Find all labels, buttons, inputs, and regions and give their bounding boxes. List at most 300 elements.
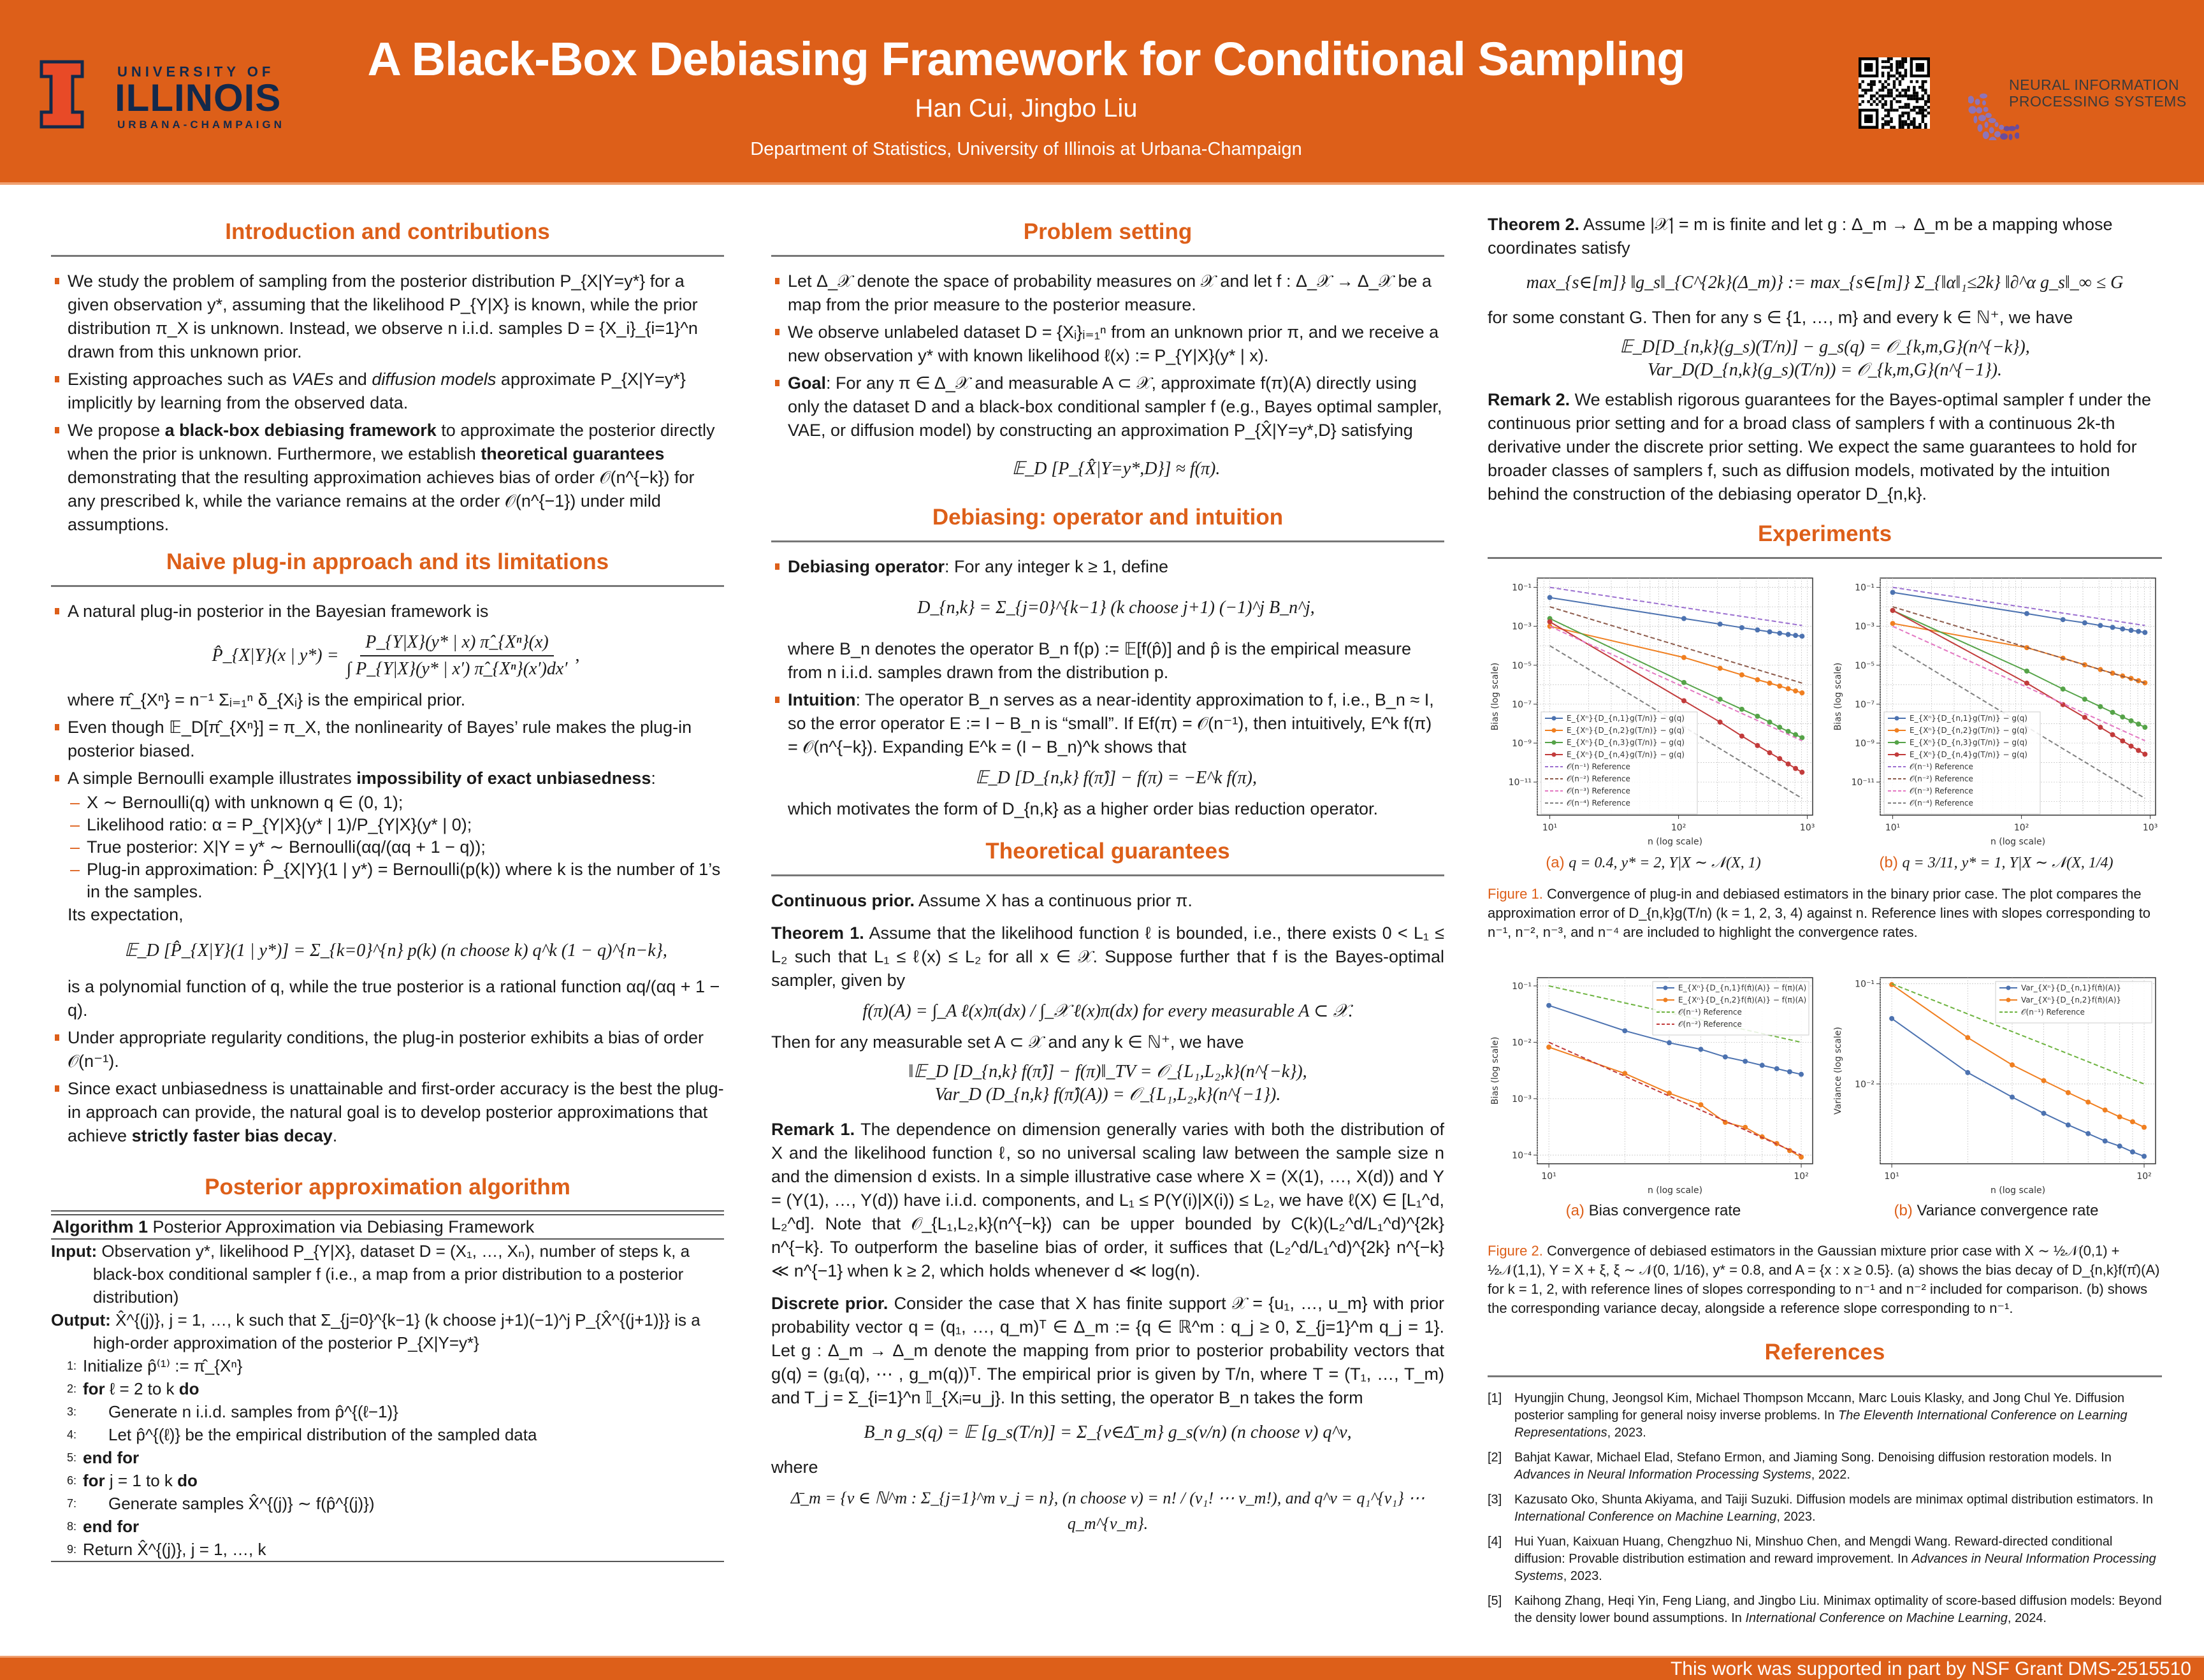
legend-label: 𝒪(n⁻¹) Reference [1910, 762, 1973, 771]
uiuc-logo-line3: URBANA-CHAMPAIGN [117, 119, 285, 131]
algorithm-line [51, 1492, 724, 1515]
eq1-denominator: ∫ P_{Y|X}(y* | x′) π̂_{Xⁿ}(x′)dx′ [346, 659, 568, 679]
section-divider [771, 255, 1444, 257]
y-tick-label: 10⁻⁵ [1855, 660, 1874, 671]
data-point [2024, 669, 2029, 674]
qr-module [1901, 89, 1904, 91]
qr-module [1913, 126, 1915, 129]
theorem-1-result [771, 1061, 1444, 1106]
algorithm-header [51, 1214, 724, 1240]
algorithm-line [51, 1400, 724, 1423]
uiuc-logo [40, 60, 294, 130]
intro-b2-em1: VAEs [291, 370, 334, 389]
reference-year: , 2023. [1563, 1569, 1602, 1583]
x-tick-label: 10³ [2142, 823, 2158, 833]
naive-b3-bold: impossibility of exact unbiasedness [356, 769, 651, 788]
qr-module [1901, 75, 1904, 77]
algorithm-line-body [83, 1377, 199, 1400]
debias-b2-text: : The operator B_n serves as a near-identity approximation to f, i.e., B_n ≈ I, so the error operator E := I − B_n is “small”. If Ef(π) = 𝒪(n⁻¹), then intuitively, E^k f(π) = 𝒪(n^{−k}). Expanding E^k = (I − B_n)^k shows that [788, 690, 1434, 757]
reference-item [1488, 1491, 2162, 1526]
algorithm-line-body [108, 1492, 375, 1515]
legend-label: 𝒪(n⁻¹) Reference [1678, 1008, 1742, 1017]
qr-module [1910, 123, 1913, 126]
data-point [1667, 1040, 1672, 1045]
data-point [1739, 734, 1744, 739]
reference-number: [3] [1488, 1493, 1502, 1507]
neurips-dot [1989, 127, 1994, 133]
qr-module [1913, 120, 1915, 123]
algorithm-line [51, 1354, 724, 1377]
neurips-dot [1978, 124, 1983, 132]
qr-module [1870, 94, 1873, 97]
neurips-logo-line1: NEURAL INFORMATION [2009, 76, 2180, 93]
legend-label: Var_{Xⁿ}{D_{n,1}f(π̂)(A)} [2021, 983, 2122, 992]
eq1-lhs: P̂_{X|Y}(x | y*) = [212, 646, 339, 665]
qr-module [1907, 106, 1910, 108]
qr-module [1901, 77, 1904, 80]
section-title-intro: Introduction and contributions [225, 219, 550, 244]
legend-label: E_{Xⁿ}{D_{n,1}g(T/n)} − g(q) [1567, 714, 1685, 723]
data-point [1767, 720, 1773, 725]
legend-label: 𝒪(n⁻³) Reference [1567, 786, 1630, 795]
y-tick-label: 10⁻² [1512, 1038, 1532, 1048]
neurips-dot [2015, 133, 2019, 139]
qr-module [1890, 66, 1892, 68]
algorithm-statement: Return X̂^{(j)}, j = 1, …, k [83, 1540, 266, 1559]
data-point [2136, 629, 2141, 634]
qr-module [1901, 63, 1904, 66]
figure-2b-caption [1831, 1202, 2162, 1220]
figure-1-caption [1488, 885, 2162, 942]
neurips-dot [1975, 99, 1980, 105]
qr-module [1867, 100, 1869, 103]
problem-b1-text: Let Δ_𝒳 denote the space of probability measures on 𝒳 and let f : Δ_𝒳 → Δ_𝒳 be a map from the prior measure to the posterior measure. [788, 272, 1432, 314]
qr-module [1881, 126, 1884, 129]
data-point [1548, 595, 1553, 600]
theorem-2 [1488, 213, 2162, 260]
data-point [2010, 1062, 2015, 1068]
naive-b2-text: Even though 𝔼_D[π̂_{Xⁿ}] = π_X, the nonlinearity of Bayes’ rule makes the plug-in posterior biased. [68, 718, 692, 760]
data-point [2041, 1078, 2046, 1083]
y-tick-label: 10⁻³ [1512, 621, 1532, 632]
qr-module [1893, 98, 1896, 100]
intro-b3-post: demonstrating that the resulting approximation achieves bias of order 𝒪(n^{−k}) for any prescribed k, while the variance remains at the order 𝒪(n^{−1}) under mild assumptions. [68, 468, 695, 534]
poster-header [0, 0, 2204, 185]
algorithm-line [51, 1515, 724, 1538]
legend-label: E_{Xⁿ}{D_{n,2}g(T/n)} − g(q) [1567, 726, 1685, 735]
algorithm-name: Algorithm 1 [52, 1217, 149, 1236]
column-left [51, 210, 724, 1562]
naive-b1-after: where π̂_{Xⁿ} = n⁻¹ Σᵢ₌₁ⁿ δ_{Xᵢ} is the empirical prior. [68, 690, 466, 709]
qr-module [1904, 106, 1907, 108]
qr-module [1896, 77, 1898, 80]
algorithm-input [51, 1240, 724, 1308]
indent [83, 1423, 108, 1446]
data-point [2024, 611, 2029, 616]
uiuc-logo-line1: UNIVERSITY OF [117, 64, 275, 80]
x-tick-label: 10² [2136, 1171, 2152, 1182]
qr-module [1927, 112, 1930, 114]
legend-label: E_{Xⁿ}{D_{n,2}g(T/n)} − g(q) [1910, 726, 2027, 735]
figure-2-caption-text: Convergence of debiased estimators in the Gaussian mixture prior case with X ∼ ½𝒩(0,1) + ½𝒩(1,1), Y = X + ξ, ξ ∼ 𝒩(0, 1/16), y* = 0.8, and A = {x : x ≥ 0.5}. (a) shows the bias decay of D_{n,k}f(π̂)(A) for k = 1, 2, with reference lines of slopes corresponding to n⁻¹ and n⁻² included for comparison. (b) shows the corresponding variance decay, alongside a reference slope corresponding to n⁻¹. [1488, 1243, 2160, 1316]
intro-bullet-2 [51, 368, 724, 415]
legend-label: 𝒪(n⁻¹) Reference [1567, 762, 1630, 771]
data-point [2130, 1119, 2135, 1124]
naive-b5-pre: Since exact unbiasedness is unattainable and first-order accuracy is the best the plug-in approach can provide, the natural goal is to develop posterior approximations that achieve [68, 1079, 724, 1145]
intro-bullet-3 [51, 419, 724, 537]
bernoulli-item: – True posterior: X|Y = y* ∼ Bernoulli(αq/(αq + 1 − q)); [68, 836, 724, 858]
qr-module [1890, 89, 1892, 91]
reference-text: Hui Yuan, Kaixuan Huang, Chengzhuo Ni, Minshuo Chen, and Mengdi Wang. Reward-directed conditional diffusion: Provable distribution estimation and reward improvement. In [1514, 1535, 2113, 1566]
debias-bullet-2 [771, 688, 1444, 821]
qr-module [1910, 120, 1913, 123]
data-point [1890, 621, 1896, 626]
qr-module [1901, 94, 1904, 97]
qr-module [1881, 106, 1884, 108]
discrete-prior [771, 1292, 1444, 1410]
qr-module [1861, 100, 1864, 103]
qr-module [1881, 60, 1884, 62]
data-point [2120, 626, 2125, 632]
legend-marker [1895, 753, 1899, 757]
reference-item [1488, 1533, 2162, 1585]
poster-affiliation: Department of Statistics, University of Illinois at Urbana-Champaign [750, 139, 1302, 159]
continuous-prior-text: Assume X has a continuous prior π. [914, 891, 1193, 910]
qr-module [1916, 100, 1918, 103]
reference-text: Kazusato Oko, Shunta Akiyama, and Taiji Suzuki. Diffusion models are minimax optimal distribution estimators. In [1514, 1493, 2153, 1507]
algorithm-input-text: Observation y*, likelihood P_{Y|X}, dataset D = (X₁, …, Xₙ), number of steps k, a black-box conditional sampler f (i.e., a map from a prior distribution to a posterior distribution) [93, 1242, 690, 1307]
data-point [1718, 621, 1723, 626]
x-axis-label: n (log scale) [1647, 837, 1703, 847]
y-tick-label: 10⁻¹¹ [1508, 778, 1532, 788]
x-tick-label: 10² [1671, 823, 1686, 833]
qr-module [1884, 103, 1887, 106]
theorem-2-then: for some constant G. Then for any s ∈ {1, …, m} and every k ∈ ℕ⁺, we have [1488, 308, 2073, 327]
qr-module [1884, 115, 1887, 117]
data-point [1777, 756, 1782, 761]
legend-label: E_{Xⁿ}{D_{n,1}f(π̂)(A)} − f(π)(A) [1678, 983, 1807, 992]
neurips-dot [1985, 113, 1992, 118]
qr-module [1901, 57, 1904, 60]
neurips-dot [1989, 137, 1996, 140]
qr-module [1924, 126, 1927, 129]
data-point [1755, 743, 1760, 748]
where-label: where [771, 1458, 818, 1477]
reference-year: , 2022. [1811, 1468, 1850, 1482]
legend-marker [2006, 986, 2011, 990]
data-point [2103, 1138, 2108, 1143]
intro-b3-mid: to approximate the posterior directly when the prior is unknown. Furthermore, we establish [68, 421, 715, 463]
neurips-dot [1994, 131, 2001, 138]
neurips-dot [1985, 122, 1989, 128]
data-point [2142, 630, 2147, 635]
qr-module [1887, 92, 1890, 94]
qr-module [1896, 94, 1898, 97]
qr-module [1861, 80, 1864, 83]
neurips-dot [2003, 126, 2010, 131]
chart-fig2b [1831, 971, 2162, 1201]
y-tick-label: 10⁻¹ [1512, 583, 1532, 593]
data-point [1681, 616, 1686, 621]
figure-1b-caption [1831, 853, 2162, 872]
data-point [1718, 666, 1723, 671]
data-point [2082, 620, 2087, 625]
algorithm-output-label: Output: [51, 1310, 111, 1329]
qr-module [1893, 80, 1896, 83]
algorithm-line-number: 7: [66, 1497, 76, 1510]
bayes-optimal-equation: f(π)(A) = ∫_A ℓ(x)π(dx) / ∫_𝒳 ℓ(x)π(dx) for every measurable A ⊂ 𝒳. [862, 1001, 1353, 1021]
multinomial-definitions: Δ̄_m = {ν ∈ ℕ^m : Σ_{j=1}^m ν_j = n}, (n choose ν) = n! / (ν₁! ⋯ ν_m!), and q^ν = q₁^{ν₁} ⋯ q_m^{ν_m}. [790, 1489, 1425, 1533]
y-tick-label: 10⁻⁷ [1512, 699, 1532, 710]
data-point [2129, 744, 2134, 749]
qr-module [1884, 100, 1887, 103]
qr-module [1881, 94, 1884, 97]
intro-b3-bold1: a black-box debiasing framework [164, 421, 437, 440]
algorithm-line-body [83, 1446, 139, 1469]
y-tick-label: 10⁻³ [1512, 1094, 1532, 1104]
section-divider [51, 255, 724, 257]
algorithm-statement: ℓ = 2 to k [109, 1379, 175, 1398]
qr-module [1899, 92, 1901, 94]
legend-label: 𝒪(n⁻²) Reference [1910, 774, 1973, 783]
goal-equation: 𝔼_D [P_{X̂|Y=y*,D}] ≈ f(π). [1011, 459, 1221, 479]
qr-module [1904, 92, 1907, 94]
problem-bullet-1 [771, 270, 1444, 317]
qr-module [1927, 100, 1930, 103]
legend-label: 𝒪(n⁻⁴) Reference [1910, 799, 1973, 807]
smoothness-condition: max_{s∈[m]} ‖g_s‖_{C^{2k}(Δ_m)} := max_{s∈[m]} Σ_{‖α‖₁≤2k} ‖∂^α g_s‖_∞ ≤ G [1526, 273, 2124, 293]
qr-module [1896, 63, 1898, 66]
qr-module [1901, 123, 1904, 126]
y-axis-label: Bias (log scale) [1490, 1036, 1500, 1105]
qr-module [1913, 117, 1915, 120]
problem-bullet-3 [771, 372, 1444, 482]
y-tick-label: 10⁻⁵ [1512, 660, 1532, 671]
qr-module [1870, 83, 1873, 85]
naive-bullet-5 [51, 1077, 724, 1148]
qr-module [1924, 109, 1927, 112]
debias-operator-equation: D_{n,k} = Σ_{j=0}^{k−1} (k choose j+1) (−1)^j B_n^j, [917, 598, 1315, 618]
qr-module [1870, 103, 1873, 106]
algorithm-line-number: 3: [66, 1405, 76, 1418]
data-point [2024, 681, 2029, 686]
qr-module [1861, 94, 1864, 97]
data-point [1739, 625, 1744, 630]
qr-module [1907, 115, 1910, 117]
qr-module [1901, 115, 1904, 117]
y-tick-label: 10⁻⁷ [1855, 699, 1874, 710]
data-point [1767, 750, 1773, 755]
data-point [1890, 590, 1896, 595]
figure-1 [1488, 572, 2162, 872]
data-point [1777, 725, 1782, 730]
theorem-1 [771, 922, 1444, 992]
neurips-dot [2000, 133, 2008, 140]
legend-label: E_{Xⁿ}{D_{n,4}g(T/n)} − g(q) [1567, 750, 1685, 759]
qr-module [1884, 86, 1887, 89]
qr-module [1907, 98, 1910, 100]
qr-module [1913, 89, 1915, 91]
theorem-1-text: Assume that the likelihood function ℓ is bounded, i.e., there exists 0 < L₁ ≤ L₂ such that L₁ ≤ ℓ(x) ≤ L₂ for all x ∈ 𝒳. Suppose further that f is the Bayes-optimal sampler, given by [771, 923, 1445, 990]
qr-module [1924, 123, 1927, 126]
reference-number: [2] [1488, 1451, 1502, 1465]
legend-marker [1552, 728, 1556, 733]
intro-bullet-1 [51, 270, 724, 364]
data-point [1889, 1016, 1894, 1021]
figure-2a [1488, 971, 1819, 1220]
qr-code-icon[interactable] [1859, 57, 1930, 129]
qr-module [1916, 80, 1918, 83]
qr-module [1901, 66, 1904, 68]
data-point [2142, 725, 2147, 730]
expectation-equation: 𝔼_D [P̂_{X|Y}(1 | y*)] = Σ_{k=0}^{n} p(k) (n choose k) q^k (1 − q)^{n−k}, [124, 941, 667, 960]
algorithm-statement: Generate samples X̂^{(j)} ∼ f(p̂^{(j)}) [108, 1494, 375, 1513]
data-point [2041, 1111, 2046, 1116]
qr-module [1922, 98, 1924, 100]
x-axis-label: n (log scale) [1990, 837, 2046, 847]
x-tick-label: 10¹ [1884, 1171, 1899, 1182]
qr-module [1884, 94, 1887, 97]
x-tick-label: 10² [1794, 1171, 1809, 1182]
column-right [1488, 210, 2162, 1635]
neurips-dot [1980, 94, 1987, 99]
data-point [1787, 1069, 1792, 1075]
qr-module [1899, 106, 1901, 108]
qr-module [1922, 86, 1924, 89]
debias-bullet-1 [771, 555, 1444, 684]
qr-module [1922, 83, 1924, 85]
qr-module [1924, 80, 1927, 83]
reference-year: , 2023. [1607, 1426, 1646, 1440]
legend-label: 𝒪(n⁻⁴) Reference [1567, 799, 1630, 807]
qr-module [1907, 123, 1910, 126]
problem-b2-text: We observe unlabeled dataset D = {Xᵢ}ᵢ₌₁ⁿ from an unknown prior π, and we receive a new observation y* with known likelihood ℓ(x) := P_{Y|X}(y* | x). [788, 322, 1439, 365]
qr-module [1907, 94, 1910, 97]
y-tick-label: 10⁻⁹ [1855, 738, 1874, 749]
continuous-prior [771, 889, 1444, 913]
qr-module [1899, 75, 1901, 77]
algorithm-keyword: end for [83, 1517, 140, 1536]
legend-label: 𝒪(n⁻³) Reference [1910, 786, 1973, 795]
data-point [2010, 1094, 2015, 1099]
qr-module [1918, 98, 1921, 100]
qr-module [1899, 66, 1901, 68]
algorithm-line [51, 1446, 724, 1469]
expansion-equation: 𝔼_D [D_{n,k} f(π̂)] − f(π) = −E^k f(π), [975, 768, 1257, 788]
qr-module [1907, 112, 1910, 114]
qr-module [1924, 100, 1927, 103]
data-point [1698, 1102, 1703, 1107]
algorithm-line-body [108, 1400, 398, 1423]
qr-module [1890, 126, 1892, 129]
data-point [1786, 632, 1791, 637]
data-point [2098, 704, 2103, 709]
qr-module [1893, 109, 1896, 112]
bernoulli-item: – X ∼ Bernoulli(q) with unknown q ∈ (0, 1); [68, 792, 724, 814]
naive-bullet-4 [51, 1026, 724, 1073]
qr-module [1884, 123, 1887, 126]
uiuc-logo-line2: ILLINOIS [115, 76, 282, 119]
theorem-1-then: Then for any measurable set A ⊂ 𝒳 and any k ∈ ℕ⁺, we have [771, 1032, 1244, 1052]
y-tick-label: 10⁻⁴ [1512, 1150, 1532, 1161]
qr-module [1890, 75, 1892, 77]
data-point [2117, 1114, 2122, 1119]
legend-label: E_{Xⁿ}{D_{n,4}g(T/n)} − g(q) [1910, 750, 2027, 759]
legend-label: 𝒪(n⁻²) Reference [1678, 1020, 1742, 1029]
qr-module [1927, 106, 1930, 108]
qr-module [1864, 115, 1873, 123]
reference-year: , 2023. [1776, 1510, 1816, 1524]
chart-fig2a [1488, 971, 1819, 1201]
qr-module [1922, 120, 1924, 123]
data-point [1548, 619, 1553, 625]
qr-module [1899, 94, 1901, 97]
algorithm-line-body [108, 1423, 537, 1446]
data-point [2142, 1154, 2147, 1159]
qr-module [1887, 115, 1890, 117]
reference-item [1488, 1449, 2162, 1484]
figure-1a-caption [1488, 853, 1819, 872]
qr-module [1922, 115, 1924, 117]
data-point [1799, 690, 1804, 695]
qr-module [1864, 92, 1867, 94]
data-point [2061, 617, 2066, 622]
data-point [2061, 686, 2066, 692]
qr-module [1890, 57, 1892, 60]
qr-module [1922, 117, 1924, 120]
legend-label: Var_{Xⁿ}{D_{n,2}f(π̂)(A)} [2021, 996, 2122, 1004]
qr-module [1899, 63, 1901, 66]
data-point [2117, 1143, 2122, 1148]
poster-authors: Han Cui, Jingbo Liu [915, 94, 1138, 122]
poster-title: A Black-Box Debiasing Framework for Conditional Sampling [367, 33, 1685, 85]
x-tick-label: 10³ [1799, 823, 1815, 833]
qr-module [1913, 98, 1915, 100]
neurips-dot [1983, 107, 1989, 112]
qr-module [1887, 112, 1890, 114]
data-point [1622, 1028, 1627, 1033]
qr-module [1893, 75, 1896, 77]
qr-module [1884, 80, 1887, 83]
eq1-numerator: P_{Y|X}(y* | x) π̂_{Xⁿ}(x) [360, 630, 554, 656]
legend-label: E_{Xⁿ}{D_{n,1}g(T/n)} − g(q) [1910, 714, 2027, 723]
reference-venue: Advances in Neural Information Processing Systems [1514, 1552, 2156, 1583]
algorithm-line-number: 8: [66, 1520, 76, 1533]
problem-bullet-2 [771, 321, 1444, 368]
algorithm-keyword: end for [83, 1448, 140, 1467]
qr-module [1899, 120, 1901, 123]
qr-module [1878, 80, 1881, 83]
qr-module [1884, 66, 1887, 68]
qr-module [1899, 115, 1901, 117]
qr-module [1907, 103, 1910, 106]
qr-module [1881, 75, 1884, 77]
y-tick-label: 10⁻¹ [1855, 979, 1874, 990]
qr-module [1887, 75, 1890, 77]
block-i-icon [40, 60, 84, 129]
qr-module [1881, 123, 1884, 126]
qr-module [1918, 112, 1921, 114]
figure-1a [1488, 572, 1819, 872]
algorithm-line [51, 1377, 724, 1400]
qr-module [1904, 71, 1907, 74]
qr-module [1913, 86, 1915, 89]
qr-module [1887, 109, 1890, 112]
qr-module [1922, 94, 1924, 97]
data-point [2082, 697, 2087, 702]
data-point [1739, 672, 1744, 677]
legend-marker [1552, 716, 1556, 721]
